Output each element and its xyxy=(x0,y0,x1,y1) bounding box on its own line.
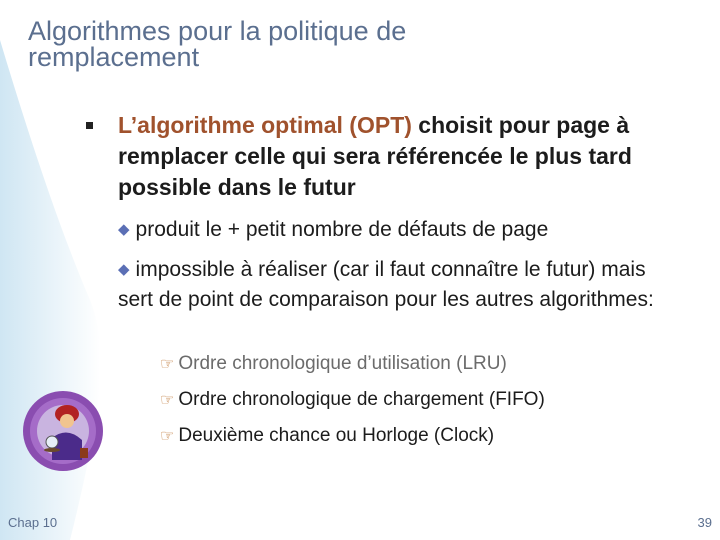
chapter-label: Chap 10 xyxy=(8,515,58,530)
subsub-bullet-2 xyxy=(160,388,545,413)
bullet-diamond-icon: ◆ xyxy=(118,221,130,238)
bullet-diamond-icon: ◆ xyxy=(118,261,130,278)
slide-title xyxy=(28,18,668,70)
slide-title-line-1: Algorithmes pour la politique de xyxy=(28,16,407,46)
sub-bullet-1 xyxy=(118,216,678,246)
subsub-bullet-3-text: Deuxième chance ou Horloge (Clock) xyxy=(178,425,495,446)
fortune-teller-clipart xyxy=(22,390,104,472)
page-number: 39 xyxy=(697,515,712,530)
main-bullet-rest: choisit pour page à remplacer celle qui sera référencée le plus tard possible dans le futur xyxy=(118,112,632,200)
square-bullet-icon xyxy=(86,122,93,129)
sub-bullet-2-text: impossible à réaliser (car il faut connaître le futur) mais sert de point de comparaison pour les autres algorithmes: xyxy=(118,258,654,311)
subsub-bullet-1 xyxy=(160,352,507,377)
subsub-bullet-1-text: Ordre chronologique d’utilisation (LRU) xyxy=(178,353,507,374)
pointing-hand-icon: ☞ xyxy=(160,428,175,445)
main-bullet-highlight: L’algorithme optimal (OPT) xyxy=(118,112,412,138)
pointing-hand-icon: ☞ xyxy=(160,356,175,373)
sub-bullet-1-text: produit le + petit nombre de défauts de page xyxy=(135,218,549,241)
main-bullet-text xyxy=(118,110,688,203)
subsub-bullet-3 xyxy=(160,424,494,449)
slide-title-line-2: remplacement xyxy=(28,42,200,72)
subsub-bullet-2-text: Ordre chronologique de chargement (FIFO) xyxy=(178,389,545,410)
sub-bullet-2 xyxy=(118,256,678,314)
pointing-hand-icon: ☞ xyxy=(160,392,175,409)
